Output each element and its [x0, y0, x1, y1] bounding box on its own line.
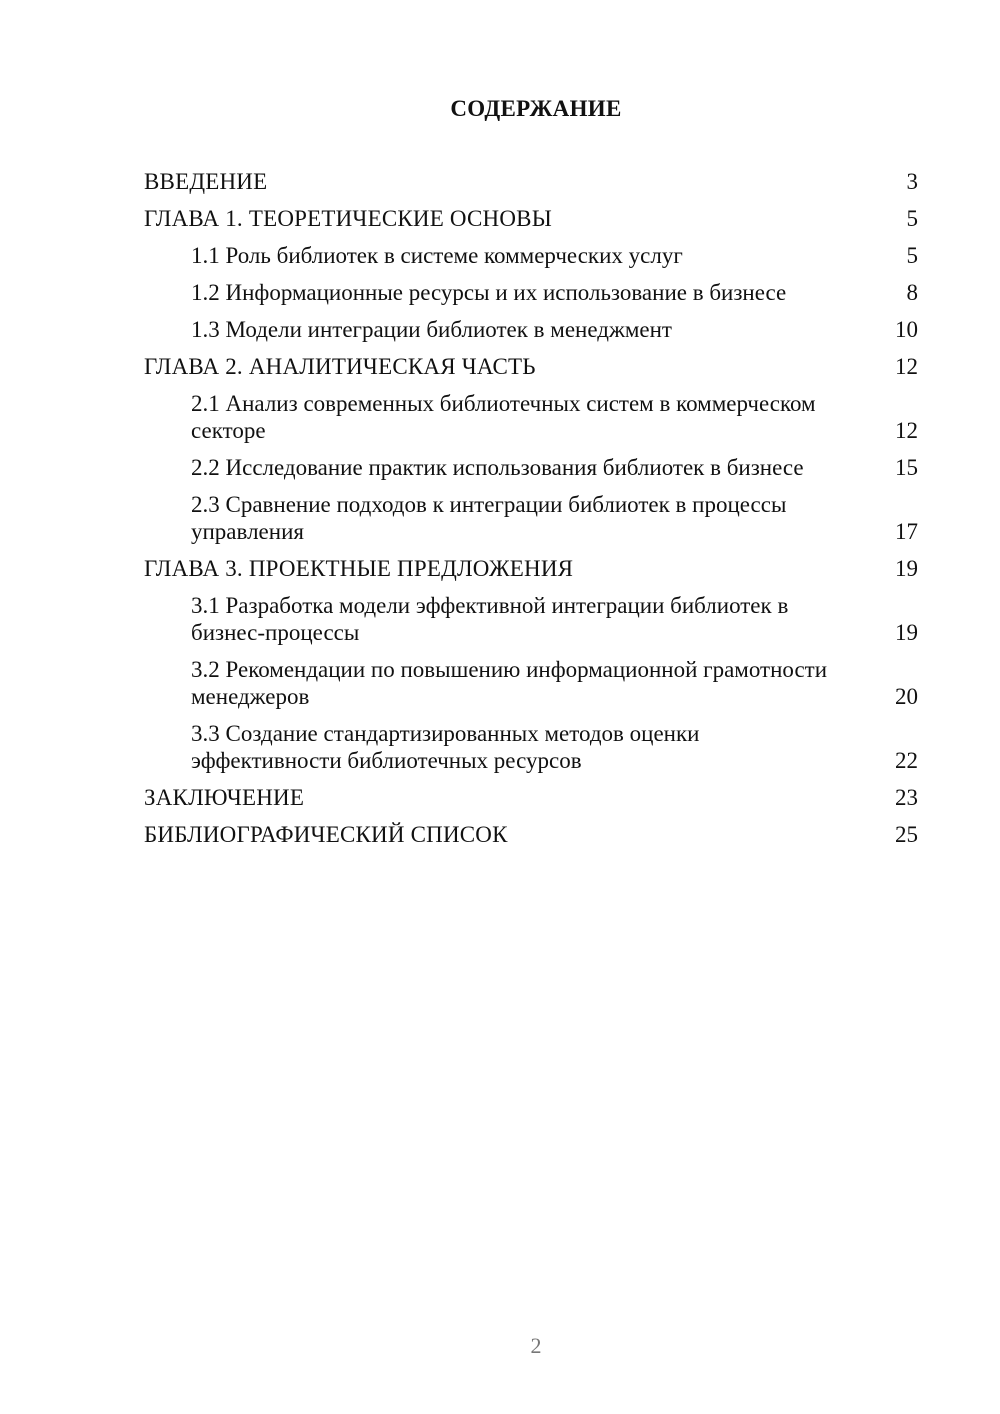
- toc-entry-text: 1.3 Модели интеграции библиотек в менеджмент: [191, 317, 672, 342]
- toc-entry-page: 5: [906, 243, 918, 268]
- toc-entry-text: 1.1 Роль библиотек в системе коммерческих услуг: [191, 243, 683, 268]
- toc-entry-page: 5: [906, 206, 918, 231]
- toc-entry-page: 25: [895, 822, 918, 847]
- toc-entry-text: ВВЕДЕНИЕ: [144, 169, 268, 194]
- toc-entry[interactable]: [144, 242, 918, 269]
- toc-entry[interactable]: [144, 491, 918, 545]
- toc-entry-page: 8: [906, 280, 918, 305]
- toc-entry-text: 2.1 Анализ современных библиотечных систем в коммерческом секторе: [191, 391, 816, 443]
- toc-entry-text: БИБЛИОГРАФИЧЕСКИЙ СПИСОК: [144, 822, 508, 847]
- toc-entry-page: 17: [895, 519, 918, 544]
- toc-entry[interactable]: [144, 720, 918, 774]
- toc-entry-page: 12: [895, 418, 918, 443]
- toc-entry-page: 10: [895, 317, 918, 342]
- table-of-contents: [144, 168, 918, 858]
- toc-entry[interactable]: [144, 555, 918, 582]
- toc-entry-page: 22: [895, 748, 918, 773]
- toc-entry-page: 23: [895, 785, 918, 810]
- toc-entry-text: 3.1 Разработка модели эффективной интеграции библиотек в бизнес-процессы: [191, 593, 789, 645]
- toc-entry-page: 12: [895, 354, 918, 379]
- toc-entry[interactable]: [144, 454, 918, 481]
- toc-entry[interactable]: [144, 821, 918, 848]
- toc-entry-text: ЗАКЛЮЧЕНИЕ: [144, 785, 305, 810]
- toc-entry[interactable]: [144, 390, 918, 444]
- toc-entry-text: 2.3 Сравнение подходов к интеграции библиотек в процессы управления: [191, 492, 787, 544]
- toc-entry-text: 3.2 Рекомендации по повышению информационной грамотности менеджеров: [191, 657, 828, 709]
- toc-entry[interactable]: [144, 168, 918, 195]
- toc-entry-page: 20: [895, 684, 918, 709]
- toc-entry-text: ГЛАВА 1. ТЕОРЕТИЧЕСКИЕ ОСНОВЫ: [144, 206, 552, 231]
- toc-entry[interactable]: [144, 279, 918, 306]
- toc-entry-page: 15: [895, 455, 918, 480]
- toc-entry-page: 19: [895, 556, 918, 581]
- toc-entry-text: ГЛАВА 3. ПРОЕКТНЫЕ ПРЕДЛОЖЕНИЯ: [144, 556, 574, 581]
- toc-entry-text: ГЛАВА 2. АНАЛИТИЧЕСКАЯ ЧАСТЬ: [144, 354, 536, 379]
- toc-entry[interactable]: [144, 205, 918, 232]
- toc-entry-text: 1.2 Информационные ресурсы и их использование в бизнесе: [191, 280, 787, 305]
- toc-entry-text: 3.3 Создание стандартизированных методов оценки эффективности библиотечных ресурсов: [191, 721, 700, 773]
- toc-entry-page: 19: [895, 620, 918, 645]
- toc-entry[interactable]: [144, 656, 918, 710]
- toc-entry[interactable]: [144, 353, 918, 380]
- page-number: 2: [530, 1333, 542, 1358]
- toc-entry[interactable]: [144, 784, 918, 811]
- toc-entry[interactable]: [144, 592, 918, 646]
- toc-entry-text: 2.2 Исследование практик использования библиотек в бизнесе: [191, 455, 804, 480]
- toc-entry-page: 3: [906, 169, 918, 194]
- toc-heading: СОДЕРЖАНИЕ: [450, 96, 622, 121]
- toc-entry[interactable]: [144, 316, 918, 343]
